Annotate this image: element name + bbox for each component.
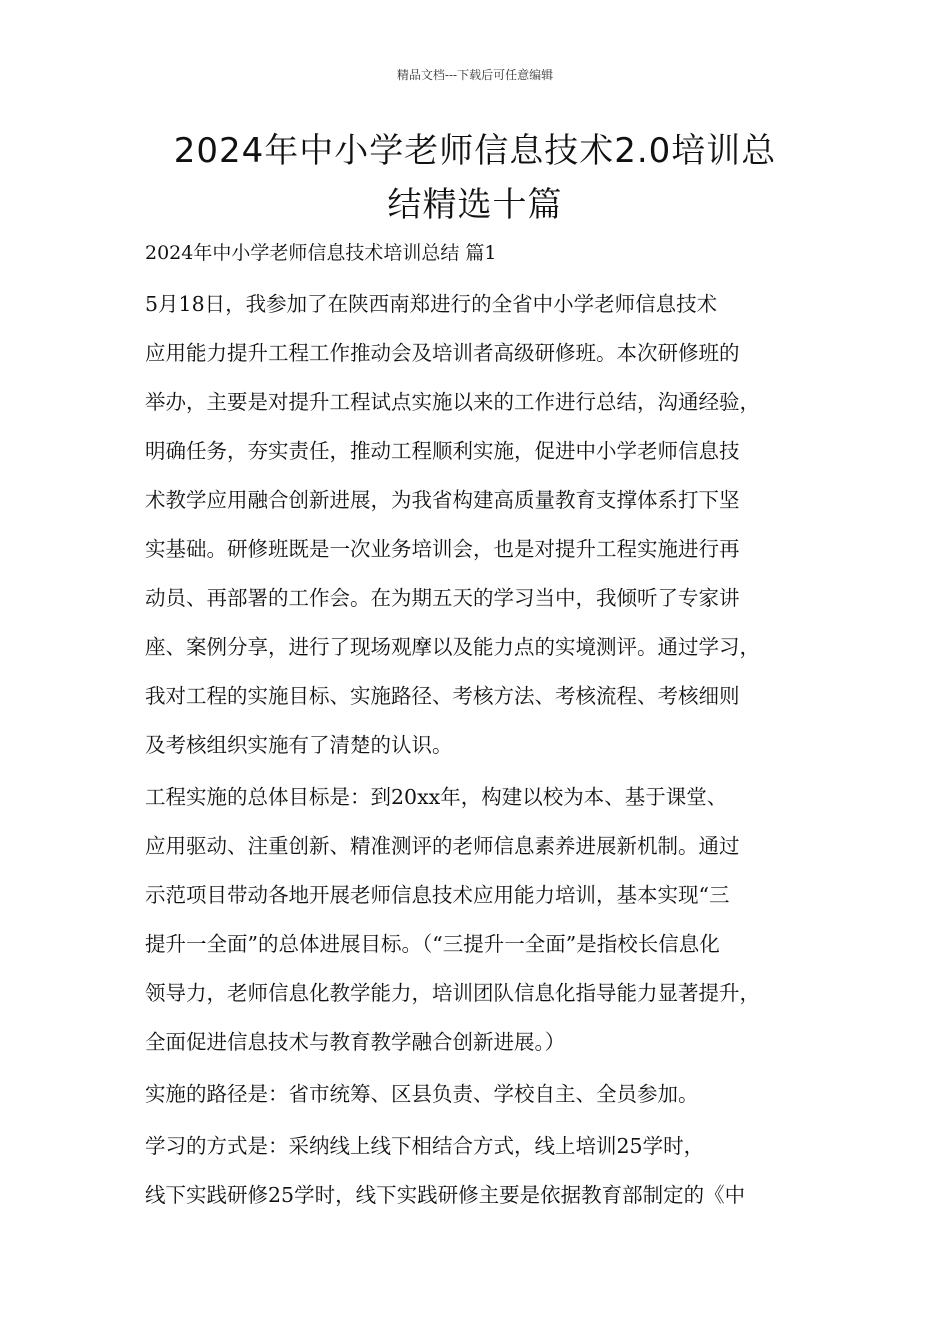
- paragraph-4: [145, 1122, 810, 1220]
- text-line: 实基础。研修班既是一次业务培训会，也是对提升工程实施进行再: [145, 537, 740, 561]
- text-line: 术教学应用融合创新进展，为我省构建高质量教育支撑体系打下坚: [145, 488, 740, 512]
- text-line: 领导力，老师信息化教学能力，培训团队信息化指导能力显著提升，: [145, 981, 760, 1005]
- paragraph-2: [145, 773, 810, 1067]
- text-line: 应用驱动、注重创新、精准测评的老师信息素养进展新机制。通过: [145, 834, 740, 858]
- paragraph-1: [145, 280, 810, 770]
- text-line: 示范项目带动各地开展老师信息技术应用能力培训，基本实现“三: [145, 883, 730, 907]
- text-line: 及考核组织实施有了清楚的认识。: [145, 733, 453, 757]
- text-line: 全面促进信息技术与教育教学融合创新进展。）: [145, 1030, 566, 1054]
- text-line: 学习的方式是：采纳线上线下相结合方式，线上培训25学时，: [145, 1134, 705, 1158]
- text-line: 实施的路径是：省市统筹、区县负责、学校自主、全员参加。: [145, 1082, 699, 1106]
- text-line: 座、案例分享，进行了现场观摩以及能力点的实境测评。通过学习，: [145, 635, 760, 659]
- text-line: 5月18日，我参加了在陕西南郑进行的全省中小学老师信息技术: [145, 292, 718, 316]
- title-line-2: 结精选十篇: [387, 185, 563, 225]
- document-body: [145, 280, 810, 1220]
- text-line: 应用能力提升工程工作推动会及培训者高级研修班。本次研修班的: [145, 341, 740, 365]
- section-heading: 2024年中小学老师信息技术培训总结 篇1: [145, 242, 497, 264]
- document-title: [120, 124, 830, 232]
- paragraph-3: [145, 1070, 810, 1119]
- text-line: 动员、再部署的工作会。在为期五天的学习当中，我倾听了专家讲: [145, 586, 740, 610]
- text-line: 提升一全面”的总体进展目标。（“三提升一全面”是指校长信息化: [145, 932, 720, 956]
- text-line: 工程实施的总体目标是：到20xx年，构建以校为本、基于课堂、: [145, 785, 728, 809]
- text-line: 举办，主要是对提升工程试点实施以来的工作进行总结，沟通经验，: [145, 390, 760, 414]
- text-line: 明确任务，夯实责任，推动工程顺利实施，促进中小学老师信息技: [145, 439, 740, 463]
- text-line: 我对工程的实施目标、实施路径、考核方法、考核流程、考核细则: [145, 684, 740, 708]
- title-line-1: 2024年中小学老师信息技术2.0培训总: [173, 131, 777, 171]
- header-note: 精品文档---下载后可任意编辑: [396, 68, 554, 82]
- text-line: 线下实践研修25学时，线下实践研修主要是依据教育部制定的《中: [145, 1183, 746, 1207]
